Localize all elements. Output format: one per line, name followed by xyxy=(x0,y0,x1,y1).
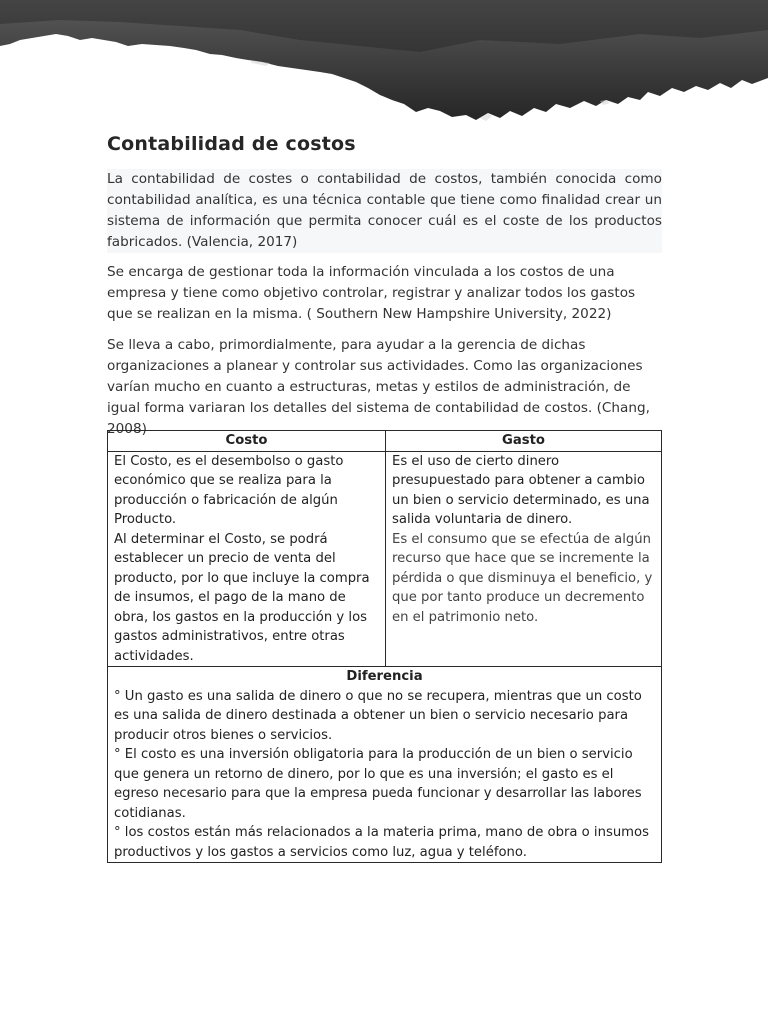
gasto-detail: Es el consumo que se efectúa de algún recurso que hace que se incremente la pérdida o que disminuya el beneficio, y que por tanto produce un decremento en el patrimonio neto. xyxy=(392,531,653,625)
gasto-cell xyxy=(386,451,662,667)
paragraph-intro: La contabilidad de costes o contabilidad de costos, también conocida como contabilidad analítica, es una técnica contable que tiene como finalidad crear un sistema de información que permita conocer cuál es el coste de los productos fabricados. (Valencia, 2017) xyxy=(107,169,662,253)
diferencia-item: ° Un gasto es una salida de dinero o que no se recupera, mientras que un costo es una salida de dinero destinada a obtener un bien o servicio necesario para producir otros bienes o servicios. xyxy=(114,688,642,743)
table-header-row xyxy=(108,431,662,452)
diferencia-item: ° El costo es una inversión obligatoria para la producción de un bien o servicio que genera un retorno de dinero, por lo que es una inversión; el gasto es el egreso necesario para que la empresa pueda funcionar y desarrollar las labores cotidianas. xyxy=(114,747,642,821)
diferencia-cell xyxy=(108,667,662,863)
costo-definition: El Costo, es el desembolso o gasto económico que se realiza para la producción o fabricación de algún Producto. xyxy=(114,453,344,527)
gasto-definition: Es el uso de cierto dinero presupuestado para obtener a cambio un bien o servicio determinado, es una salida voluntaria de dinero. xyxy=(392,453,650,527)
costo-detail: Al determinar el Costo, se podrá establecer un precio de venta del producto, por lo que incluye la compra de insumos, el pago de la mano de obra, los gastos en la producción y los gastos administrativos, entre otras actividades. xyxy=(114,531,370,664)
header-costo: Costo xyxy=(108,431,386,452)
paragraph-purpose: Se encarga de gestionar toda la información vinculada a los costos de una empresa y tiene como objetivo controlar, registrar y analizar todos los gastos que se realizan en la misma. ( Southern New Hampshire University, 2022) xyxy=(107,264,636,322)
paragraph-management: Se lleva a cabo, primordialmente, para ayudar a la gerencia de dichas organizaciones a planear y controlar sus actividades. Como las organizaciones varían mucho en cuanto a estructuras, metas y estilos de administración, de igual forma variaran los detalles del sistema de contabilidad de costos. (Chang, 2008) xyxy=(107,337,650,437)
torn-paper-banner xyxy=(0,0,768,125)
table-row xyxy=(108,451,662,667)
diferencia-title: Diferencia xyxy=(346,669,423,684)
diferencia-item: ° los costos están más relacionados a la materia prima, mano de obra o insumos productivos y los gastos a servicios como luz, agua y teléfono. xyxy=(114,825,649,860)
header-gasto: Gasto xyxy=(386,431,662,452)
table-row xyxy=(108,667,662,863)
page-title: Contabilidad de costos xyxy=(107,133,356,155)
costo-cell xyxy=(108,451,386,667)
cost-vs-expense-table xyxy=(107,430,662,863)
